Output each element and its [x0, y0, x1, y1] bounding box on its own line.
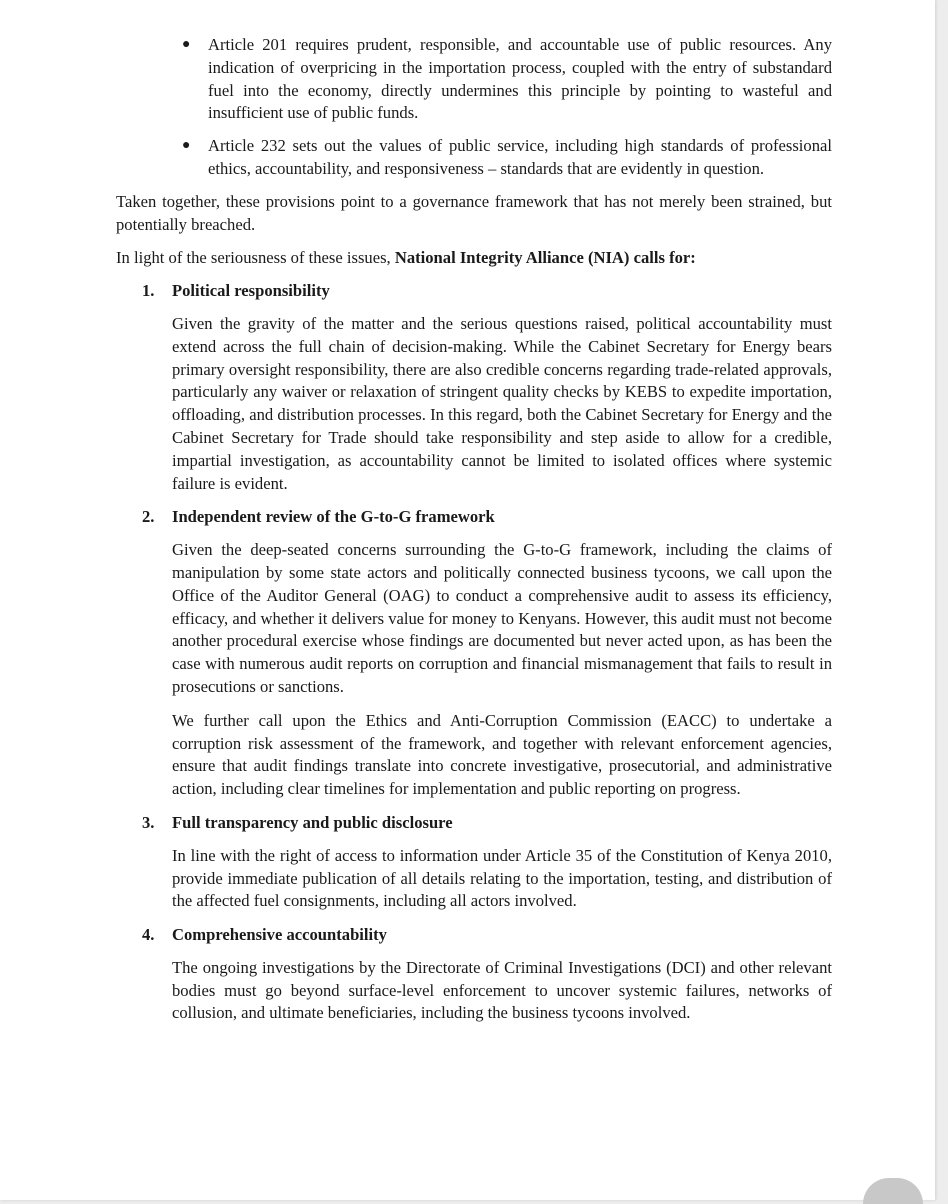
item-heading-transparency	[116, 812, 832, 835]
item-heading-comprehensive-accountability	[116, 924, 832, 947]
item-heading-independent-review	[116, 506, 832, 529]
item-number: 2.	[142, 507, 155, 527]
bullet-dot-icon: ●	[182, 37, 191, 52]
item-body-paragraph: The ongoing investigations by the Directorate of Criminal Investigations (DCI) and other relevant bodies must go beyond surface-level enforcement to uncover systemic failures, networks of collusion, and ultimate beneficiaries, including the business tycoons involved.	[172, 957, 832, 1023]
item-heading-text: Independent review of the G-to-G framework	[172, 507, 495, 527]
item-body-paragraph: Given the deep-seated concerns surrounding the G-to-G framework, including the claims of manipulation by some state actors and politically connected business tycoons, we call upon the Office of the Auditor General (OAG) to conduct a comprehensive audit to assess its efficiency, efficacy, and whether it delivers value for money to Kenyans. However, this audit must not become another procedural exercise whose findings are documented but never acted upon, as has been the case with numerous audit reports on corruption and financial mismanagement that fails to result in prosecutions or sanctions.	[172, 540, 832, 696]
calls-intro-prefix: In light of the seriousness of these issues,	[116, 248, 395, 268]
item-number: 1.	[142, 281, 155, 301]
document-content	[116, 34, 832, 1036]
item-body-paragraph: We further call upon the Ethics and Anti-Corruption Commission (EACC) to undertake a corruption risk assessment of the framework, and together with relevant enforcement agencies, ensure that audit findings translate into concrete investigative, prosecutorial, and administrative action, including clear timelines for implementation and public reporting on progress.	[172, 710, 832, 799]
bullet-item	[116, 34, 832, 125]
page-corner-decoration	[863, 1178, 923, 1204]
bullet-text: Article 232 sets out the values of public service, including high standards of professional ethics, accountability, and responsiveness – standards that are evidently in question.	[208, 136, 832, 178]
item-heading-text: Full transparency and public disclosure	[172, 812, 453, 832]
article-bullet-list	[116, 34, 832, 181]
item-body-paragraph: Given the gravity of the matter and the serious questions raised, political accountability must extend across the full chain of decision-making. While the Cabinet Secretary for Energy bears primary oversight responsibility, there are also credible concerns regarding trade-related approvals, particularly any waiver or relaxation of stringent quality checks by KEBS to expedite importation, offloading, and distribution processes. In this regard, both the Cabinet Secretary for Energy and the Cabinet Secretary for Trade should take responsibility and step aside to allow for a credible, impartial investigation, as accountability cannot be limited to isolated offices where systemic failure is evident.	[172, 313, 832, 493]
item-heading-text: Comprehensive accountability	[172, 925, 387, 945]
item-number: 4.	[142, 925, 155, 945]
bullet-item	[116, 135, 832, 181]
summary-paragraph: Taken together, these provisions point to a governance framework that has not merely been strained, but potentially breached.	[116, 191, 832, 234]
calls-intro-bold: National Integrity Alliance (NIA) calls for:	[394, 248, 696, 268]
item-heading-text: Political responsibility	[172, 281, 330, 301]
bullet-dot-icon: ●	[182, 138, 191, 154]
bullet-text: Article 201 requires prudent, responsible, and accountable use of public resources. Any indication of overpricing in the importation process, coupled with the entry of substandard fuel into the economy, directly undermines this principle by pointing to wasteful and insufficient use of public funds.	[208, 35, 832, 123]
item-heading-political-responsibility	[116, 280, 832, 303]
calls-intro	[116, 247, 832, 270]
item-number: 3.	[142, 812, 155, 832]
item-body-paragraph: In line with the right of access to information under Article 35 of the Constitution of Kenya 2010, provide immediate publication of all details relating to the importation, testing, and distribution of the affected fuel consignments, including all actors involved.	[172, 845, 832, 911]
